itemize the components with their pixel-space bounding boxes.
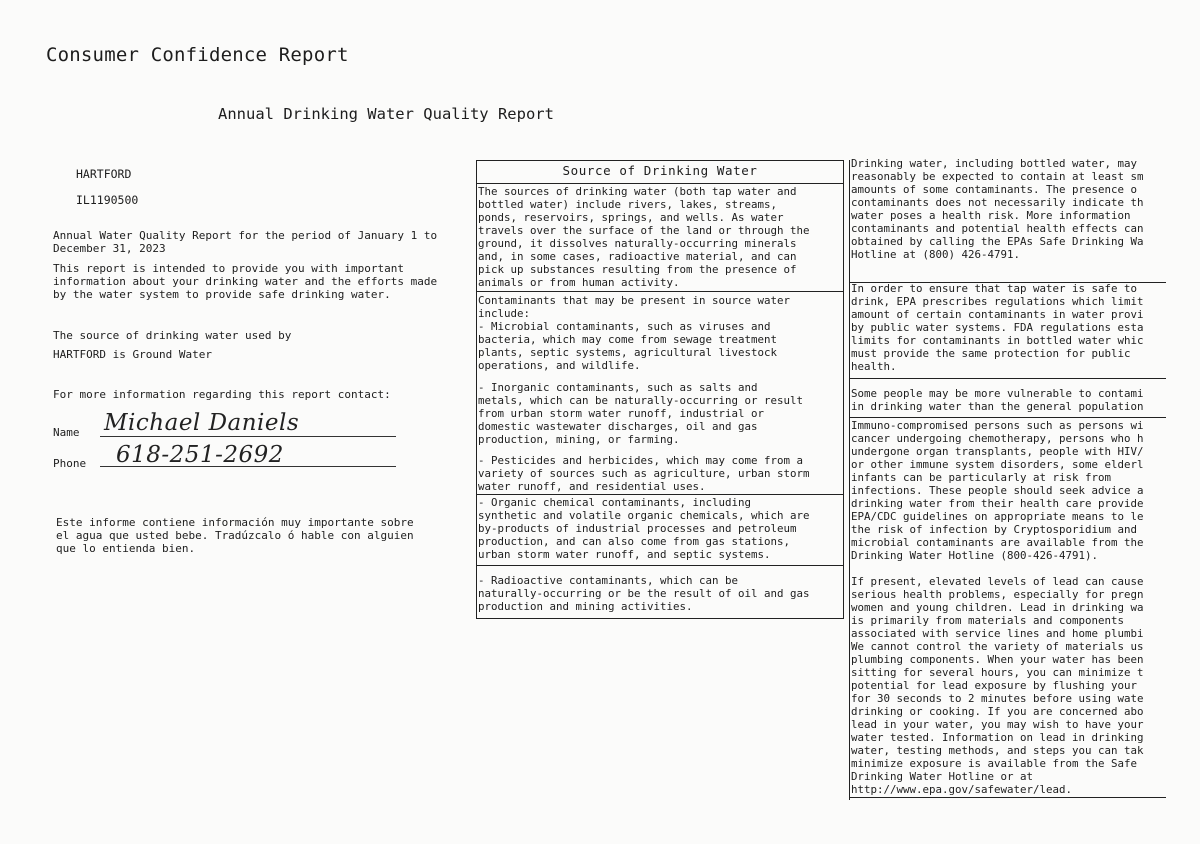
epa-regulation-paragraph: In order to ensure that tap water is safe to drink, EPA prescribes regulations which limit amount of certain contaminants in water provi by public water systems. FDA regulations esta limits for contaminants in bottled water whic must provide the same protection for public health. xyxy=(851,282,1144,373)
report-period-line: Annual Water Quality Report for the period of January 1 to xyxy=(53,229,438,242)
phone-underline xyxy=(100,466,396,467)
report-title: Consumer Confidence Report xyxy=(46,44,349,66)
name-underline xyxy=(100,436,396,437)
report-period-line: December 31, 2023 xyxy=(53,242,166,255)
box-divider xyxy=(476,291,844,292)
purpose-line: by the water system to provide safe drinking water. xyxy=(53,288,391,301)
immuno-paragraph: Immuno-compromised persons such as persons wi cancer undergoing chemotherapy, persons who h undergone organ transplants, people with HIV/ or other immune system disorders, some elderl infants can be particularly at risk from infections. These people should seek advice a drinking water from their health care provide EPA/CDC guidelines on appropriate means to le the risk of infection by Cryptosporidium and microbial contaminants are available from the Drinking Water Hotline (800-426-4791). xyxy=(851,419,1144,562)
system-id: IL1190500 xyxy=(76,193,139,207)
purpose-line: This report is intended to provide you with important xyxy=(53,262,404,275)
report-subtitle: Annual Drinking Water Quality Report xyxy=(218,105,554,123)
sources-intro-paragraph: The sources of drinking water (both tap water and bottled water) include rivers, lakes, streams, ponds, reservoirs, springs, and wells. As water travels over the surface of the land or through the ground, it dissolves naturally-occurring minerals and, in some cases, radioactive material, and can pick up substances resulting from the presence of animals or from human activity. xyxy=(478,185,810,289)
contact-phone-handwritten: 618-251-2692 xyxy=(116,442,284,468)
purpose-line: information about your drinking water and the efforts made xyxy=(53,275,438,288)
contaminants-paragraph: Contaminants that may be present in source water include: - Microbial contaminants, such as viruses and bacteria, which may come from sewage treatment plants, septic systems, agricultural livestock operations, and wildlife. xyxy=(478,294,791,372)
water-source-line: HARTFORD is Ground Water xyxy=(53,348,212,361)
right-column xyxy=(850,157,1166,807)
pesticide-paragraph: - Pesticides and herbicides, which may come from a variety of sources such as agriculture, urban storm water runoff, and residential uses. xyxy=(478,454,810,493)
spanish-notice-line: el agua que usted bebe. Tradúzcalo ó hable con alguien xyxy=(56,529,414,542)
contact-heading: For more information regarding this report contact: xyxy=(53,388,391,401)
contact-name-label: Name xyxy=(53,426,80,439)
inorganic-paragraph: - Inorganic contaminants, such as salts and metals, which can be naturally-occurring or result from urban storm water runoff, industrial or domestic wastewater discharges, oil and gas production, mining, or farming. xyxy=(478,381,804,446)
lead-paragraph: If present, elevated levels of lead can cause serious health problems, especially for pregn women and young children. Lead in drinking wa is primarily from materials and components associated with service lines and home plumbi We cannot control the variety of materials us plumbing components. When your water has been sitting for several hours, you can minimize t potential for lead exposure by flushing your for 30 seconds to 2 minutes before using wate drinking or cooking. If you are concerned abo lead in your water, you may wish to have your water tested. Information on lead in drinking water, testing methods, and steps you can tak minimize exposure is available from the Safe Drinking Water Hotline or at http://www.epa.gov/safewater/lead. xyxy=(851,575,1144,796)
right-divider xyxy=(850,378,1166,379)
box-divider xyxy=(476,565,844,566)
bottled-water-paragraph: Drinking water, including bottled water, may reasonably be expected to contain at least sm amounts of some contaminants. The presence o contaminants does not necessarily indicate th water poses a health risk. More information contaminants and potential health effects can obtained by calling the EPAs Safe Drinking Wa Hotline at (800) 426-4791. xyxy=(851,157,1144,261)
box-divider xyxy=(476,494,844,495)
vulnerable-paragraph: Some people may be more vulnerable to contami in drinking water than the general population xyxy=(851,387,1144,413)
right-divider xyxy=(850,417,1166,418)
radioactive-paragraph: - Radioactive contaminants, which can be naturally-occurring or be the result of oil and gas production and mining activities. xyxy=(478,574,810,613)
source-box-heading: Source of Drinking Water xyxy=(477,161,843,184)
spanish-notice-line: Este informe contiene información muy importante sobre xyxy=(56,516,414,529)
system-name: HARTFORD xyxy=(76,167,132,181)
organic-paragraph: - Organic chemical contaminants, including synthetic and volatile organic chemicals, which are by-products of industrial processes and petroleum production, and can also come from gas stations, urban storm water runoff, and septic systems. xyxy=(478,496,810,561)
right-divider xyxy=(850,797,1166,798)
contact-phone-label: Phone xyxy=(53,457,87,470)
water-source-line: The source of drinking water used by xyxy=(53,329,292,342)
epa-lead-link[interactable]: http://www.epa.gov/safewater/lead. xyxy=(851,783,1073,796)
spanish-notice-line: que lo entienda bien. xyxy=(56,542,196,555)
contact-name-signature: Michael Daniels xyxy=(104,410,300,436)
